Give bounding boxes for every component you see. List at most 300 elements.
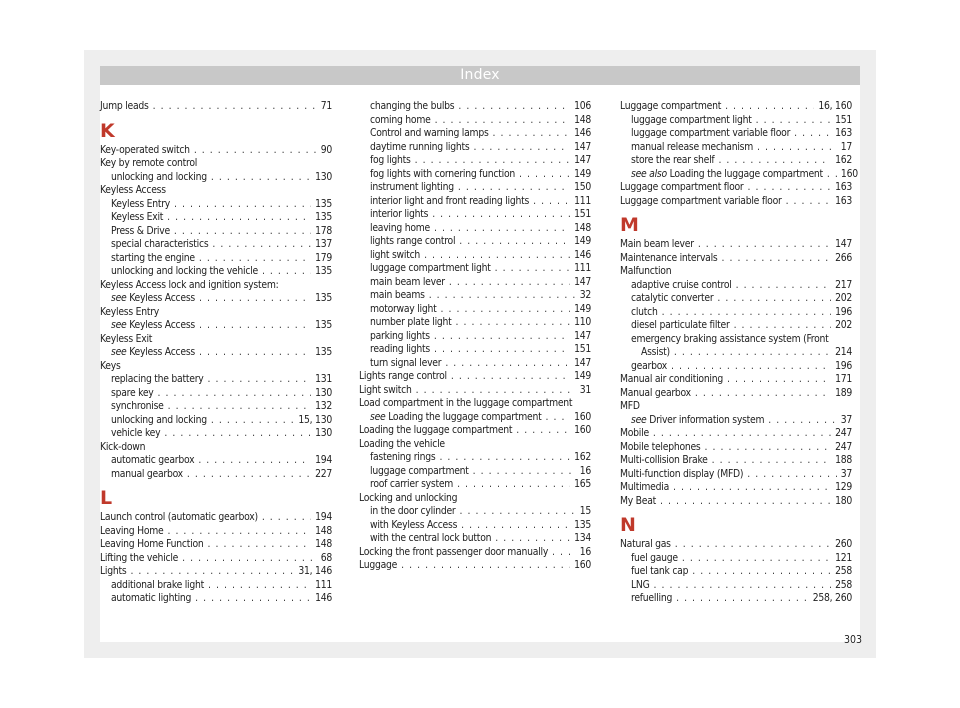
index-term xyxy=(111,454,194,468)
index-term-text: light switch xyxy=(370,248,421,261)
index-entry xyxy=(100,441,332,455)
index-term-text: clutch xyxy=(631,305,658,318)
index-entry xyxy=(100,265,332,279)
dot-leader xyxy=(434,222,570,236)
index-term-text: fuel gauge xyxy=(631,551,678,564)
index-term xyxy=(631,579,650,593)
index-term xyxy=(100,565,126,579)
index-term xyxy=(111,292,195,306)
index-page-ref: 196 xyxy=(835,359,852,372)
dot-leader xyxy=(198,454,311,468)
index-page-ref: 162 xyxy=(835,154,852,166)
index-term xyxy=(620,387,691,401)
index-term-text: Luggage xyxy=(359,559,398,571)
index-page-ref: 179 xyxy=(315,251,332,264)
index-page-ref: 147 xyxy=(835,238,852,250)
index-term xyxy=(100,538,204,552)
index-term-text: fog lights xyxy=(370,154,411,166)
index-term xyxy=(370,330,430,344)
dot-leader xyxy=(461,519,570,533)
index-term xyxy=(100,552,178,566)
index-page-ref: 135 xyxy=(315,319,332,331)
dot-leader xyxy=(695,387,831,401)
dot-leader xyxy=(174,198,311,212)
index-term xyxy=(100,100,149,114)
dot-leader xyxy=(262,265,311,279)
index-term-text: luggage compartment light xyxy=(370,262,491,274)
index-term xyxy=(370,195,529,209)
index-term-text: Press & Drive xyxy=(111,224,170,237)
index-page-ref: 111 xyxy=(574,194,591,207)
dot-leader xyxy=(736,279,831,293)
dot-leader xyxy=(457,478,570,492)
index-entry xyxy=(620,552,852,566)
index-term-text: manual gearbox xyxy=(111,467,183,480)
dot-leader xyxy=(451,370,570,384)
index-page-ref: 163 xyxy=(835,181,852,193)
index-entry xyxy=(359,154,591,168)
index-page-ref: 148 xyxy=(315,524,332,537)
see-reference: see xyxy=(111,319,127,331)
index-term xyxy=(111,468,183,482)
index-entry xyxy=(100,198,332,212)
index-term xyxy=(111,225,170,239)
index-term xyxy=(100,144,190,158)
index-term-text: Light switch xyxy=(359,383,412,396)
index-page-ref: 188 xyxy=(835,454,852,466)
index-entry xyxy=(620,181,852,195)
index-entry xyxy=(620,565,852,579)
index-term xyxy=(370,532,491,546)
index-term-text: fog lights with cornering function xyxy=(370,167,516,180)
index-page-ref: 31, 146 xyxy=(298,565,332,577)
dot-leader xyxy=(167,211,311,225)
index-term xyxy=(111,319,195,333)
index-term-text: Leaving Home xyxy=(100,524,164,537)
index-term xyxy=(111,400,164,414)
index-term xyxy=(620,238,694,252)
index-page-ref: 130 xyxy=(315,427,332,439)
page-header: Index xyxy=(100,66,860,85)
index-term xyxy=(100,184,166,196)
index-page-ref: 214 xyxy=(835,346,852,358)
index-term-text: roof carrier system xyxy=(370,478,454,490)
index-page-ref: 147 xyxy=(574,154,591,166)
dot-leader xyxy=(533,195,570,209)
index-term xyxy=(100,333,152,345)
dot-leader xyxy=(459,235,570,249)
index-page-ref: 68 xyxy=(320,551,332,564)
index-term xyxy=(620,373,723,387)
index-term xyxy=(100,441,145,453)
index-term-text: special characteristics xyxy=(111,238,209,250)
index-page-ref: 16 xyxy=(579,545,591,558)
index-entry xyxy=(359,397,591,411)
index-entry xyxy=(100,319,332,333)
dot-leader xyxy=(401,559,570,573)
index-page-ref: 134 xyxy=(574,532,591,544)
page-number: 303 xyxy=(844,634,863,646)
dot-leader xyxy=(757,141,837,155)
index-letter-heading: N xyxy=(620,514,636,536)
index-term xyxy=(620,495,656,509)
index-page-ref: 171 xyxy=(835,373,852,385)
index-entry xyxy=(359,411,591,425)
index-column-1 xyxy=(100,100,332,606)
index-term-text: vehicle key xyxy=(111,427,161,439)
dot-leader xyxy=(187,468,311,482)
index-term xyxy=(100,157,197,169)
index-page-ref: 149 xyxy=(574,370,591,382)
index-entry xyxy=(620,592,852,606)
index-term-text: luggage compartment xyxy=(370,464,469,477)
index-term xyxy=(620,538,671,552)
index-term-text: Assist) xyxy=(641,346,670,358)
index-term-text: fastening rings xyxy=(370,451,436,463)
dot-leader xyxy=(676,592,809,606)
index-term xyxy=(370,168,515,182)
index-entry xyxy=(359,492,591,506)
see-reference: see xyxy=(631,413,647,426)
index-entry xyxy=(100,306,332,320)
index-term xyxy=(620,427,649,441)
dot-leader xyxy=(768,414,836,428)
index-term-text: in the door cylinder xyxy=(370,505,456,517)
index-page-ref: 135 xyxy=(315,346,332,358)
index-term-text: Main beam lever xyxy=(620,238,694,250)
dot-leader xyxy=(445,357,570,371)
dot-leader xyxy=(435,114,570,128)
dot-leader xyxy=(674,346,831,360)
index-term xyxy=(370,465,469,479)
index-entry xyxy=(620,333,852,347)
index-term-text: Control and warning lamps xyxy=(370,127,489,139)
index-page-ref: 162 xyxy=(574,451,591,463)
index-term-text: automatic gearbox xyxy=(111,454,195,466)
index-entry xyxy=(620,114,852,128)
index-page-ref: 90 xyxy=(320,143,332,156)
dot-leader xyxy=(167,525,311,539)
index-term-text: Maintenance intervals xyxy=(620,251,718,264)
index-term-text: Locking the front passenger door manually xyxy=(359,545,549,558)
index-term-text: replacing the battery xyxy=(111,373,204,385)
index-term-text: leaving home xyxy=(370,221,430,234)
index-term-text: Keyless Access xyxy=(129,319,195,331)
index-entry xyxy=(100,454,332,468)
dot-leader xyxy=(199,252,311,266)
index-page-ref: 31 xyxy=(579,383,591,396)
index-term-text: Lights range control xyxy=(359,370,447,382)
index-entry xyxy=(359,114,591,128)
dot-leader xyxy=(705,441,832,455)
index-term xyxy=(631,292,713,306)
index-entry xyxy=(100,387,332,401)
index-term-text: unlocking and locking xyxy=(111,413,207,426)
dot-leader xyxy=(545,411,570,425)
index-entry xyxy=(100,157,332,171)
dot-leader xyxy=(158,387,312,401)
index-term xyxy=(631,319,730,333)
index-entry xyxy=(359,127,591,141)
index-entry xyxy=(620,195,852,209)
index-term xyxy=(620,481,669,495)
index-entry xyxy=(620,468,852,482)
index-term-text: Keyless Access xyxy=(100,184,166,196)
index-page-ref: 160 xyxy=(574,559,591,571)
index-term-text: Loading the luggage compartment xyxy=(388,410,542,423)
index-term-text: additional brake light xyxy=(111,578,204,591)
index-term-text: Leaving Home Function xyxy=(100,538,204,550)
index-term-text: Luggage compartment floor xyxy=(620,181,744,193)
index-term-text: Luggage compartment xyxy=(620,100,722,112)
index-term-text: Multi-function display (MFD) xyxy=(620,467,744,480)
dot-leader xyxy=(682,552,831,566)
dot-leader xyxy=(725,100,814,114)
index-term xyxy=(370,100,454,114)
index-page-ref: 111 xyxy=(315,578,332,591)
index-entry xyxy=(359,519,591,533)
index-page-ref: 260 xyxy=(835,538,852,550)
dot-leader xyxy=(722,252,832,266)
index-entry xyxy=(620,279,852,293)
index-page-ref: 37 xyxy=(840,467,852,480)
index-term-text: refuelling xyxy=(631,592,673,604)
dot-leader xyxy=(441,303,571,317)
dot-leader xyxy=(727,373,831,387)
index-page-ref: 149 xyxy=(574,235,591,247)
index-entry xyxy=(100,360,332,374)
index-entry xyxy=(100,373,332,387)
index-entry xyxy=(100,211,332,225)
index-page-ref: 135 xyxy=(574,518,591,531)
index-page-ref: 147 xyxy=(574,140,591,153)
index-term-text: My Beat xyxy=(620,494,657,507)
index-term xyxy=(631,306,658,320)
index-term-text: diesel particulate filter xyxy=(631,319,730,331)
index-term xyxy=(111,414,207,428)
dot-leader xyxy=(473,465,576,479)
index-page-ref: 194 xyxy=(315,454,332,466)
index-term xyxy=(370,208,428,222)
dot-leader xyxy=(174,225,311,239)
index-entry xyxy=(100,279,332,293)
index-term xyxy=(111,238,208,252)
index-entry xyxy=(359,370,591,384)
index-entry xyxy=(620,373,852,387)
index-term xyxy=(620,181,744,195)
dot-leader xyxy=(168,400,311,414)
index-entry xyxy=(620,579,852,593)
index-page-ref: 149 xyxy=(574,167,591,180)
index-entry xyxy=(100,225,332,239)
index-term-text: Mobile xyxy=(620,427,649,439)
index-page-ref: 148 xyxy=(315,538,332,550)
index-term-text: Keys xyxy=(100,359,121,372)
index-term-text: interior lights xyxy=(370,208,429,220)
index-entry xyxy=(100,346,332,360)
index-page-ref: 121 xyxy=(835,551,852,564)
index-entry xyxy=(620,238,852,252)
index-entry xyxy=(620,481,852,495)
index-page-ref: 151 xyxy=(574,343,591,355)
index-page-ref: 130 xyxy=(315,386,332,399)
index-entry xyxy=(620,319,852,333)
index-entry xyxy=(620,495,852,509)
index-term-text: Natural gas xyxy=(620,538,671,550)
index-term-text: Keyless Exit xyxy=(100,332,153,345)
index-term xyxy=(370,114,431,128)
index-entry xyxy=(100,468,332,482)
index-term xyxy=(620,100,721,114)
index-entry xyxy=(100,579,332,593)
index-page-ref: 15 xyxy=(579,505,591,517)
index-page-ref: 146 xyxy=(315,592,332,604)
index-entry xyxy=(359,424,591,438)
index-term-text: Keyless Entry xyxy=(100,305,160,318)
index-entry xyxy=(620,414,852,428)
index-term xyxy=(370,181,454,195)
dot-leader xyxy=(424,249,570,263)
index-term-text: Lights xyxy=(100,565,127,577)
dot-leader xyxy=(747,468,836,482)
dot-leader xyxy=(195,592,311,606)
index-page-ref: 160 xyxy=(574,424,591,436)
index-term-text: Luggage compartment variable floor xyxy=(620,194,782,207)
index-term xyxy=(641,346,670,360)
index-term xyxy=(100,279,278,291)
index-term xyxy=(631,141,753,155)
index-term xyxy=(370,303,437,317)
dot-leader xyxy=(654,579,832,593)
dot-leader xyxy=(199,346,311,360)
index-term xyxy=(370,262,491,276)
index-page-ref: 15, 130 xyxy=(298,413,332,426)
dot-leader xyxy=(718,154,831,168)
index-entry xyxy=(100,400,332,414)
index-term-text: Loading the luggage compartment xyxy=(669,167,823,180)
index-page-ref: 196 xyxy=(835,305,852,318)
index-term-text: adaptive cruise control xyxy=(631,278,732,291)
index-page-ref: 106 xyxy=(574,100,591,112)
index-term xyxy=(370,127,489,141)
index-term-text: Driver information system xyxy=(649,413,765,426)
dot-leader xyxy=(748,181,832,195)
index-term-text: lights range control xyxy=(370,235,456,247)
index-entry xyxy=(359,222,591,236)
index-page-ref: 110 xyxy=(574,316,591,328)
index-page-ref: 266 xyxy=(835,251,852,264)
index-term-text: with the central lock button xyxy=(370,532,492,544)
index-page-ref: 160 xyxy=(840,167,858,180)
index-term xyxy=(359,492,457,504)
index-entry xyxy=(620,141,852,155)
index-entry xyxy=(620,127,852,141)
index-letter-heading: K xyxy=(100,119,115,142)
index-term-text: gearbox xyxy=(631,359,668,372)
dot-leader xyxy=(734,319,832,333)
index-term xyxy=(370,411,541,425)
index-term xyxy=(111,427,160,441)
index-entry xyxy=(359,465,591,479)
dot-leader xyxy=(153,100,317,114)
dot-leader xyxy=(262,511,311,525)
index-page-ref: 258 xyxy=(835,565,852,577)
index-term xyxy=(111,265,258,279)
index-page-ref: 146 xyxy=(574,127,591,139)
index-page-ref: 151 xyxy=(835,113,852,126)
dot-leader xyxy=(456,316,571,330)
dot-leader xyxy=(199,319,311,333)
index-term xyxy=(370,451,435,465)
index-entry xyxy=(359,357,591,371)
index-term-text: Loading the vehicle xyxy=(359,437,445,450)
index-page-ref: 149 xyxy=(574,302,591,315)
dot-leader xyxy=(827,168,837,182)
dot-leader xyxy=(692,565,831,579)
index-page-ref: 17 xyxy=(840,140,852,153)
dot-leader xyxy=(429,289,576,303)
index-term-text: unlocking and locking xyxy=(111,170,207,183)
index-term-text: manual release mechanism xyxy=(631,140,754,153)
dot-leader xyxy=(211,414,295,428)
dot-leader xyxy=(794,127,831,141)
dot-leader xyxy=(495,532,570,546)
index-term-text: changing the bulbs xyxy=(370,100,455,112)
index-page-ref: 147 xyxy=(574,329,591,342)
index-term xyxy=(631,360,667,374)
index-term-text: LNG xyxy=(631,578,650,591)
index-term-text: Keyless Access lock and ignition system: xyxy=(100,278,279,291)
index-entry xyxy=(359,330,591,344)
index-term-text: main beam lever xyxy=(370,275,445,288)
index-page-ref: 151 xyxy=(574,208,591,220)
dot-leader xyxy=(662,306,831,320)
index-entry xyxy=(620,154,852,168)
index-entry xyxy=(100,525,332,539)
dot-leader xyxy=(458,181,570,195)
index-term-text: luggage compartment light xyxy=(631,113,752,126)
index-page-ref: 135 xyxy=(315,211,332,223)
index-term xyxy=(100,525,163,539)
index-term xyxy=(359,384,412,398)
dot-leader xyxy=(207,373,311,387)
index-entry xyxy=(620,387,852,401)
index-entry xyxy=(359,532,591,546)
index-letter-heading: L xyxy=(100,487,113,509)
index-term xyxy=(359,370,447,384)
index-entry xyxy=(620,427,852,441)
index-term-text: synchronise xyxy=(111,400,164,412)
index-entry xyxy=(620,360,852,374)
dot-leader xyxy=(130,565,294,579)
index-entry xyxy=(100,100,332,114)
index-page-ref: 194 xyxy=(315,511,332,523)
index-entry xyxy=(620,306,852,320)
index-entry xyxy=(359,384,591,398)
index-entry xyxy=(100,292,332,306)
index-term-text: Key by remote control xyxy=(100,157,198,169)
dot-leader xyxy=(552,546,576,560)
index-term-text: MFD xyxy=(620,400,640,412)
index-entry xyxy=(359,100,591,114)
index-term xyxy=(631,592,672,606)
index-page-ref: 71 xyxy=(320,100,332,112)
dot-leader xyxy=(164,427,311,441)
dot-leader xyxy=(653,427,831,441)
index-term-text: Loading the luggage compartment xyxy=(359,424,513,436)
index-term xyxy=(370,249,420,263)
index-page-ref: 37 xyxy=(840,413,852,426)
